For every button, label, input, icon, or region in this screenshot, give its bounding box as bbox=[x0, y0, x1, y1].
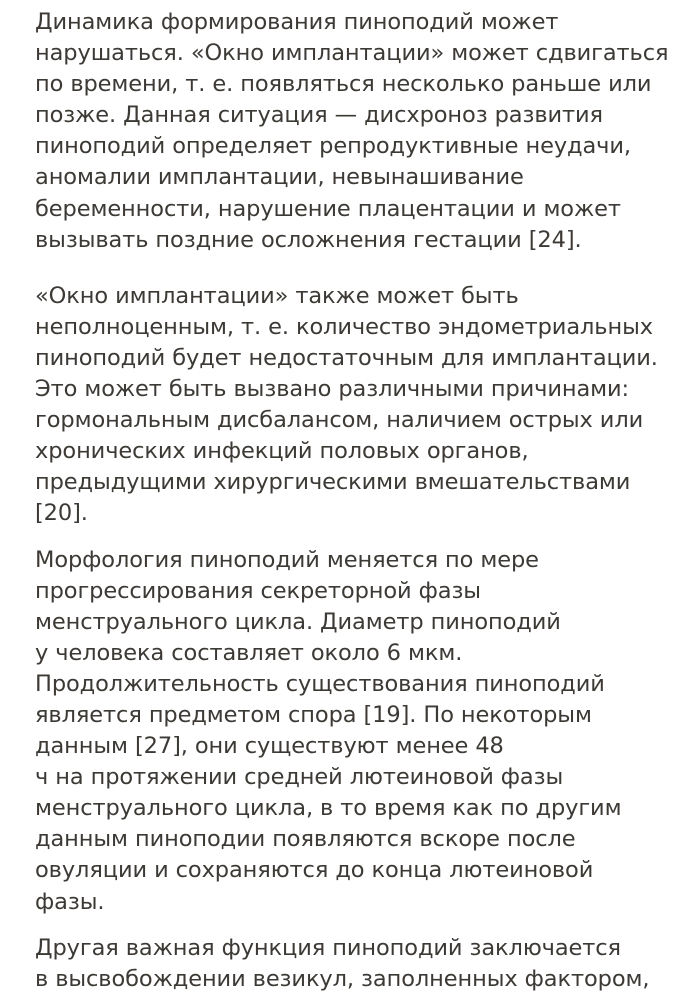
text-line: вызывать поздние осложнения гестации [24]. bbox=[35, 226, 582, 253]
text-line: пиноподий будет недостаточным для имплантации. bbox=[35, 344, 658, 371]
text-line: фазы. bbox=[35, 888, 105, 915]
paragraph-4 bbox=[35, 933, 675, 995]
text-line: хронических инфекций половых органов, bbox=[35, 438, 529, 465]
text-line: нарушаться. «Окно имплантации» может сдвигаться bbox=[35, 40, 669, 67]
text-line: Это может быть вызвано различными причинами: bbox=[35, 376, 630, 403]
text-line: гормональным дисбалансом, наличием острых или bbox=[35, 407, 644, 434]
text-line: [20]. bbox=[35, 500, 88, 527]
text-line: у человека составляет около 6 мкм. bbox=[35, 639, 463, 666]
text-line: является предметом спора [19]. По некоторым bbox=[35, 701, 592, 728]
text-line: овуляции и сохраняются до конца лютеиновой bbox=[35, 857, 594, 884]
paragraph-2 bbox=[35, 281, 675, 530]
text-line: по времени, т. е. появляться несколько раньше или bbox=[35, 71, 652, 98]
text-line: данным пиноподии появляются вскоре после bbox=[35, 826, 576, 853]
text-line: предыдущими хирургическими вмешательствами bbox=[35, 469, 631, 496]
text-line: данным [27], они существуют менее 48 bbox=[35, 733, 504, 760]
text-line: пиноподий определяет репродуктивные неудачи, bbox=[35, 133, 631, 160]
text-line: менструального цикла, в то время как по другим bbox=[35, 795, 622, 822]
text-line: Другая важная функция пиноподий заключается bbox=[35, 934, 621, 961]
text-line: прогрессирования секреторной фазы bbox=[35, 577, 481, 604]
text-line: менструального цикла. Диаметр пиноподий bbox=[35, 608, 561, 635]
text-line: ч на протяжении средней лютеиновой фазы bbox=[35, 764, 564, 791]
text-line: в высвобождении везикул, заполненных фактором, bbox=[35, 965, 650, 992]
article-body bbox=[35, 0, 675, 992]
text-line: Динамика формирования пиноподий может bbox=[35, 9, 559, 35]
text-line: беременности, нарушение плацентации и может bbox=[35, 195, 621, 222]
text-line: Морфология пиноподий меняется по мере bbox=[35, 546, 539, 573]
text-line: Продолжительность существования пиноподий bbox=[35, 670, 605, 697]
text-line: неполноценным, т. е. количество эндометриальных bbox=[35, 313, 653, 340]
text-line: позже. Данная ситуация — дисхроноз развития bbox=[35, 102, 603, 129]
text-line: аномалии имплантации, невынашивание bbox=[35, 164, 524, 191]
text-line: «Окно имплантации» также может быть bbox=[35, 282, 519, 309]
paragraph-3 bbox=[35, 545, 675, 918]
paragraph-1 bbox=[35, 7, 675, 256]
